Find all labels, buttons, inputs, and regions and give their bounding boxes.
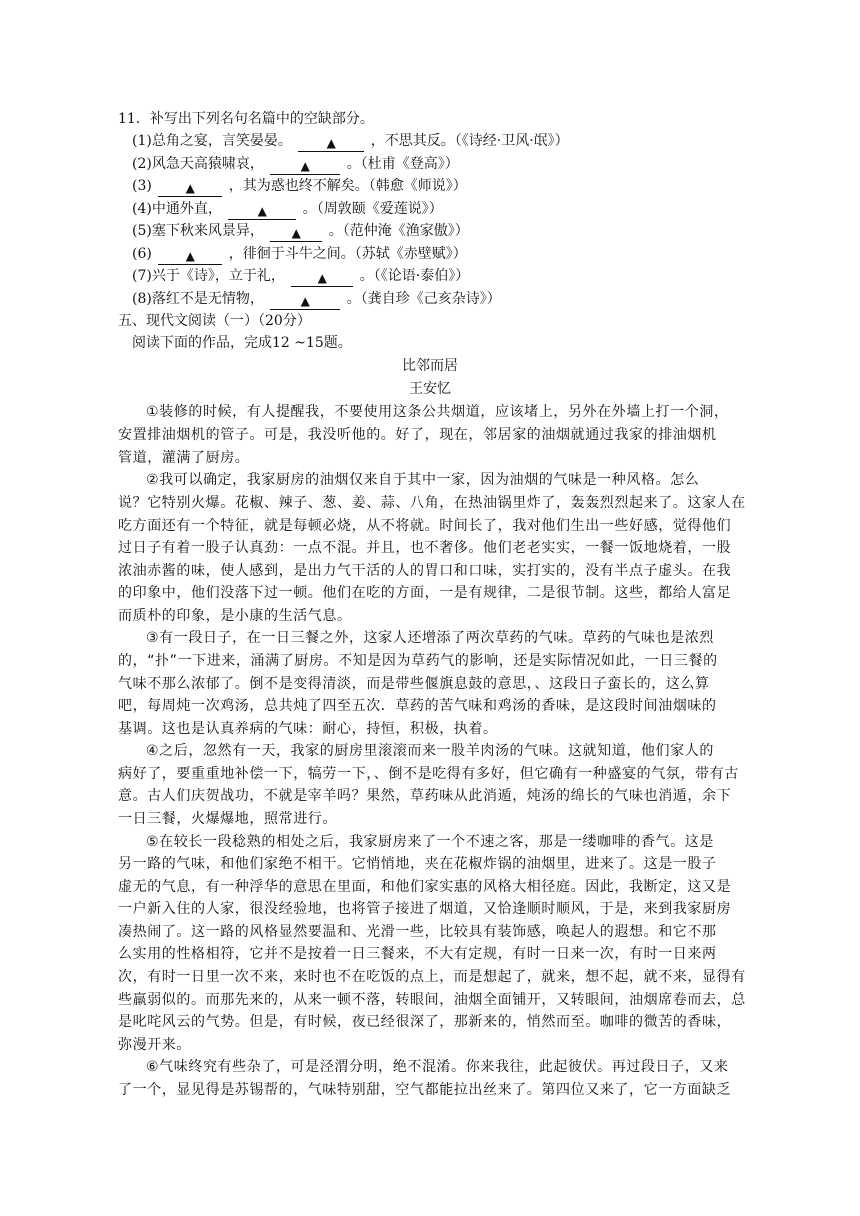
article-line: 凑热闹了。这一路的风格显然要温和、光滑一些，比较具有装饰感，唤起人的遐想。和它不那 [118, 924, 717, 940]
fill-item-post: 。（龚自珍《己亥杂诗》） [346, 291, 501, 307]
fill-item-post: ，不思其反。（《诗经·卫风·氓》） [370, 133, 569, 149]
fill-item-2 [132, 155, 459, 175]
article-line: ⑤在较长一段稔熟的相处之后，我家厨房来了一个不速之客，那是一缕咖啡的香气。这是 [146, 834, 714, 850]
article-line: 虚无的气息，有一种浮华的意思在里面，和他们家实惠的风格大相径庭。因此，我断定，这又是 [118, 879, 732, 895]
triangle-marker-icon: ▲ [300, 159, 310, 173]
article-line: 么实用的性格相符，它并不是按着一日三餐来，不大有定规，有时一日来一次，有时一日来两 [118, 946, 717, 962]
article-line: 了一个，显见得是苏锡帮的，气味特别甜，空气都能拉出丝来了。第四位又来了，它一方面缺乏 [118, 1082, 732, 1098]
fill-item-7 [132, 267, 469, 287]
article-line: ④之后，忽然有一天，我家的厨房里滚滚而来一股羊肉汤的气味。这就知道，他们家人的 [146, 743, 714, 759]
answer-blank-2[interactable] [270, 158, 340, 175]
fill-item-post: ，徘徊于斗牛之间。（苏轼《赤壁赋》） [228, 246, 467, 262]
article-line: 一户新入住的人家，很没经验地，也将管子接进了烟道，又恰逢顺时顺风，于是，来到我家厨房 [118, 901, 732, 917]
answer-blank-1[interactable] [298, 135, 364, 152]
article-line: 次，有时一日里一次不来，来时也不在吃饭的点上，而是想起了，就来，想不起，就不来，显得有 [118, 969, 746, 985]
fill-item-pre: (6) [132, 246, 152, 262]
fill-item-8 [132, 290, 501, 310]
article-line: 意。古人们庆贺战功，不就是宰羊吗？果然，草药味从此消遁，炖汤的绵长的气味也消遁，余下 [118, 788, 732, 804]
fill-item-6 [132, 245, 467, 265]
article-line: 病好了，要重重地补偿一下，犒劳一下，、倒不是吃得有多好，但它确有一种盛宴的气氛，带有古 [118, 766, 739, 782]
article-line: ①装修的时候，有人提醒我，不要使用这条公共烟道，应该堵上，另外在外墙上打一个洞， [146, 404, 729, 420]
fill-item-pre: (4)中通外直， [132, 201, 222, 217]
fill-item-post: ，其为惑也终不解矣。（韩愈《师说》） [228, 178, 467, 194]
answer-blank-7[interactable] [291, 270, 353, 287]
answer-blank-3[interactable] [158, 180, 222, 197]
triangle-marker-icon: ▲ [185, 249, 195, 263]
article-line: 的，“扑”一下进来，涌满了厨房。不知是因为草药气的影响，还是实际情况如此，一日三餐的 [118, 653, 718, 669]
section-heading: 五、现代文阅读（一）（20分） [118, 313, 311, 329]
fill-item-pre: (8)落红不是无情物， [132, 291, 264, 307]
article-line: 一日三餐，火爆爆地，照常进行。 [118, 811, 337, 827]
triangle-marker-icon: ▲ [257, 204, 267, 218]
triangle-marker-icon: ▲ [317, 271, 327, 285]
article-line: 弥漫开来。 [118, 1037, 191, 1053]
triangle-marker-icon: ▲ [291, 226, 301, 240]
answer-blank-6[interactable] [158, 248, 222, 265]
article-line: 过日子有着一股子认真劲：一点不混。并且，也不奢侈。他们老老实实，一餐一饭地烧着，一股 [118, 540, 732, 556]
article-line: 的印象中，他们没落下过一顿。他们在吃的方面，一是有规律，二是很节制。这些，都给人富足 [118, 585, 732, 601]
article-line: ⑥气味终究有些杂了，可是泾渭分明，绝不混淆。你来我往，此起彼伏。再过段日子，又来 [146, 1059, 729, 1075]
article-line: ②我可以确定，我家厨房的油烟仅来自于其中一家，因为油烟的气味是一种风格。怎么 [146, 472, 700, 488]
fill-item-pre: (5)塞下秋来风景异， [132, 223, 264, 239]
fill-item-pre: (3) [132, 178, 152, 194]
article-line: 吃方面还有一个特征，就是每顿必烧，从不将就。时间长了，我对他们生出一些好感，觉得他们 [118, 518, 732, 534]
fill-item-5 [132, 222, 469, 242]
answer-blank-4[interactable] [228, 203, 296, 220]
fill-item-post: 。（周敦颐《爱莲说》） [302, 201, 443, 217]
article-line: 另一路的气味，和他们家绝不相干。它悄悄地，夹在花椒炸锅的油烟里，进来了。这是一股子 [118, 856, 717, 872]
article-line: 浓油赤酱的味，使人感到，是出力气干活的人的胃口和口味，实打实的，没有半点子虚头。在我 [118, 563, 732, 579]
fill-item-post: 。（《论语·泰伯》） [359, 268, 470, 284]
article-line: ③有一段日子，在一日三餐之外，这家人还增添了两次草药的气味。草药的气味也是浓烈 [146, 630, 714, 646]
article-line: 基调。这也是认真养病的气味：耐心，持恒，积极，执着。 [118, 721, 498, 737]
fill-item-pre: (1)总角之宴，言笑晏晏。 [132, 133, 292, 149]
article-title: 比邻而居 [402, 358, 458, 374]
article-line: 而质朴的印象，是小康的生活气息。 [118, 608, 352, 624]
answer-blank-5[interactable] [270, 225, 322, 242]
article-line: 管道，灌满了厨房。 [118, 450, 250, 466]
triangle-marker-icon: ▲ [326, 136, 336, 150]
fill-item-post: 。（范仲淹《渔家傲》） [328, 223, 469, 239]
article-line: 安置排油烟机的管子。可是，我没听他的。好了，现在，邻居家的油烟就通过我家的排油烟机 [118, 427, 717, 443]
answer-blank-8[interactable] [270, 293, 340, 310]
fill-item-3 [132, 177, 467, 197]
article-line: 是叱咤风云的气势。但是，有时候，夜已经很深了，那新来的，悄然而至。咖啡的微苦的香味， [118, 1014, 732, 1030]
fill-item-4 [132, 200, 443, 220]
article-line: 吧，每周炖一次鸡汤，总共炖了四至五次．草药的苦气味和鸡汤的香味，是这段时间油烟味的 [118, 698, 717, 714]
fill-item-1 [132, 132, 569, 152]
question-11-title: 11．补写出下列名句名篇中的空缺部分。 [118, 111, 374, 127]
fill-item-post: 。（杜甫《登高》） [346, 156, 459, 172]
triangle-marker-icon: ▲ [185, 181, 195, 195]
fill-item-pre: (7)兴于《诗》，立于礼， [132, 268, 285, 284]
article-line: 气味不那么浓郁了。倒不是变得清淡，而是带些偃旗息鼓的意思，、这段日子蛮长的，这么算 [118, 676, 710, 692]
article-author: 王安忆 [409, 381, 451, 397]
triangle-marker-icon: ▲ [300, 294, 310, 308]
fill-item-pre: (2)风急天高猿啸哀， [132, 156, 264, 172]
article-line: 些羸弱似的。而那先来的，从来一顿不落，转眼间，油烟全面铺开，又转眼间，油烟席卷而去，总 [118, 992, 746, 1008]
section-instruction: 阅读下面的作品，完成12 ~15题。 [132, 335, 352, 351]
article-line: 说？它特别火爆。花椒、辣子、葱、姜、蒜、八角，在热油锅里炸了，轰轰烈烈起来了。这家人在 [118, 495, 746, 511]
